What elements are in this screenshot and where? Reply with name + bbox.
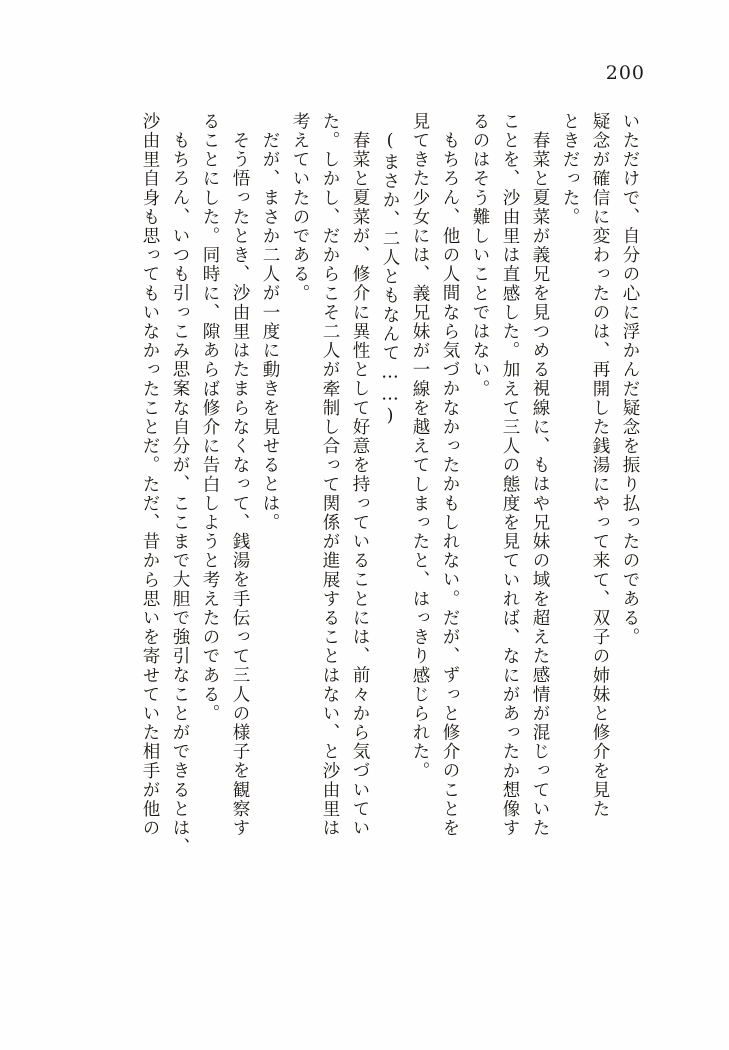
text-column: るのはそう難しいことではない。 <box>470 112 490 399</box>
text-column: ることにした。同時に、隙あらば修介に告白しようと考えたのである。 <box>200 112 220 724</box>
text-column: た。しかし、だからこそ二人が牽制し合って関係が進展することはない、と沙由里は <box>320 112 340 838</box>
text-column: そう悟ったとき、沙由里はたまらなくなって、銭湯を手伝って三人の様子を観察す <box>230 131 250 838</box>
text-column: だが、まさか二人が一度に動きを見せるとは。 <box>260 131 280 533</box>
text-column: (まさか、二人ともなんて……) <box>380 131 400 428</box>
text-column: 見てきた少女には、義兄妹が一線を越えてしまったと、はっきり感じられた。 <box>410 112 430 781</box>
text-column: 春菜と夏菜が、修介に異性として好意を持っていることには、前々から気づいてい <box>350 131 370 838</box>
text-column: 疑念が確信に変わったのは、再開した銭湯にやって来て、双子の姉妹と修介を見た <box>590 112 610 819</box>
page-number: 200 <box>605 62 645 84</box>
text-column: 考えていたのである。 <box>290 112 310 303</box>
text-column: もちろん、他の人間なら気づかなかったかもしれない。だが、ずっと修介のことを <box>440 131 460 838</box>
text-column: 沙由里自身も思ってもいなかったことだ。ただ、昔から思いを寄せていた相手が他の <box>140 112 160 838</box>
text-column: もちろん、いつも引っこみ思案な自分が、ここまで大胆で強引なことができるとは、 <box>170 131 190 857</box>
vertical-text-block <box>78 112 638 992</box>
text-column: ときだった。 <box>560 112 580 227</box>
text-column: ことを、沙由里は直感した。加えて三人の態度を見ていれば、なにがあったか想像す <box>500 112 520 838</box>
text-column: いただけで、自分の心に浮かんだ疑念を振り払ったのである。 <box>620 112 640 647</box>
text-column: 春菜と夏菜が義兄を見つめる視線に、もはや兄妹の域を超えた感情が混じっていた <box>530 131 550 838</box>
